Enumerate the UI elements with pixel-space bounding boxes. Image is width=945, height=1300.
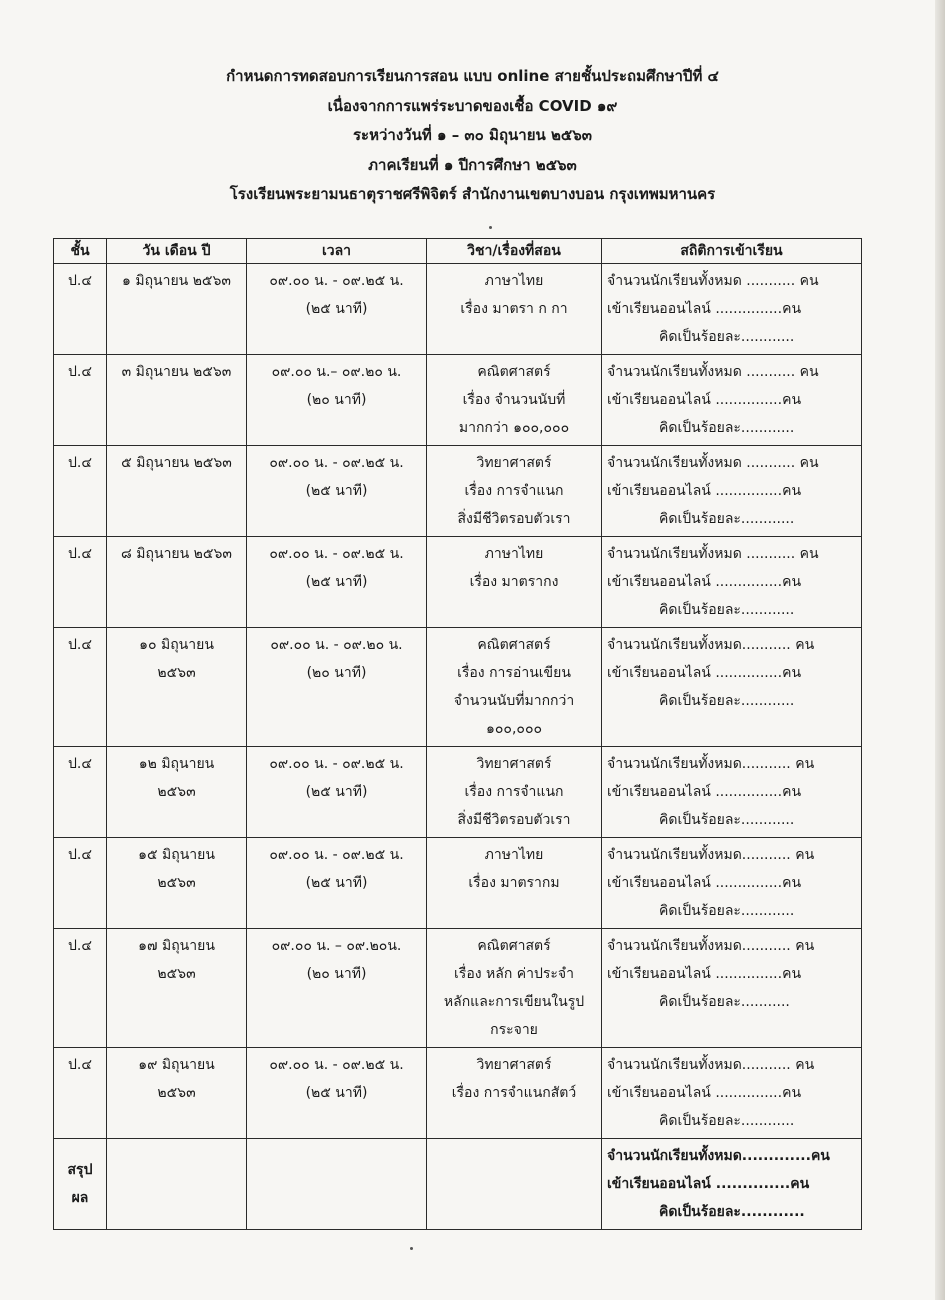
time-line: ๐๙.๐๐ น. - ๐๙.๒๕ น. [269,273,404,289]
stats-line: เข้าเรียนออนไลน์ ...............คน [607,392,802,408]
time-line: (๒๕ นาที) [305,574,368,590]
header-semester: ภาคเรียนที่ ๑ ปีการศึกษา ๒๕๖๓ [368,155,577,174]
stats-cell [602,355,862,446]
time-cell [247,628,427,747]
column-header-subject: วิชา/เรื่องที่สอน [427,239,602,264]
date-line: ๑๐ มิถุนายน [139,637,214,653]
stats-line: จำนวนนักเรียนทั้งหมด........... คน [607,847,815,863]
table-row [54,264,862,355]
column-header-time: เวลา [247,239,427,264]
subject-cell [427,446,602,537]
schedule-body [54,264,862,1230]
stats-line: เข้าเรียนออนไลน์ ...............คน [607,875,802,891]
subject-cell [427,264,602,355]
stats-line: จำนวนนักเรียนทั้งหมด........... คน [607,756,815,772]
table-header-row [54,239,862,264]
subject-line: คณิตศาสตร์ [477,938,551,954]
table-row [54,355,862,446]
stats-line: คิดเป็นร้อยละ............ [659,329,795,345]
subject-line: เรื่อง หลัก ค่าประจำ [454,966,574,982]
stats-line: จำนวนนักเรียนทั้งหมด ........... คน [607,546,819,562]
grade-cell: ป.๔ [54,1048,107,1139]
stats-line: คิดเป็นร้อยละ............ [659,693,795,709]
date-line: ๒๕๖๓ [157,966,196,982]
subject-line: ภาษาไทย [484,847,544,863]
date-line: ๒๕๖๓ [157,1085,196,1101]
subject-cell [427,838,602,929]
subject-line: วิทยาศาสตร์ [476,756,552,772]
subject-line: เรื่อง การจำแนก [464,784,564,800]
time-line: (๒๕ นาที) [305,301,368,317]
grade-cell: ป.๔ [54,929,107,1048]
time-line: (๒๐ นาที) [306,665,367,681]
summary-stats-line: เข้าเรียนออนไลน์ ..............คน [607,1176,810,1192]
time-cell [247,446,427,537]
date-cell [107,537,247,628]
date-cell [107,355,247,446]
stats-line: จำนวนนักเรียนทั้งหมด ........... คน [607,273,819,289]
date-cell [107,628,247,747]
header-school: โรงเรียนพระยามนธาตุราชศรีพิจิตร์ สำนักงานเขตบางบอน กรุงเทพมหานคร [229,185,716,203]
stats-cell [602,838,862,929]
subject-line: มากกว่า ๑๐๐,๐๐๐ [458,420,570,436]
time-line: ๐๙.๐๐ น. - ๐๙.๒๕ น. [269,1057,404,1073]
time-line: ๐๙.๐๐ น. - ๐๙.๒๕ น. [269,546,404,562]
column-header-stats: สถิติการเข้าเรียน [602,239,862,264]
scan-speck [410,1247,413,1250]
subject-line: วิทยาศาสตร์ [476,455,552,471]
subject-line: จำนวนนับที่มากกว่า [453,693,575,709]
grade-cell: ป.๔ [54,628,107,747]
subject-line: ภาษาไทย [484,273,544,289]
time-line: (๒๐ นาที) [306,966,367,982]
scan-speck [489,226,492,229]
subject-line: หลักและการเขียนในรูป [443,994,585,1010]
empty-cell [107,1139,247,1230]
summary-label: สรุป [67,1162,93,1178]
time-line: (๒๕ นาที) [305,1085,368,1101]
subject-line: คณิตศาสตร์ [477,364,551,380]
date-line: ๕ มิถุนายน ๒๕๖๓ [121,455,232,471]
subject-line: สิ่งมีชีวิตรอบตัวเรา [457,511,571,527]
summary-row [54,1139,862,1230]
table-row [54,838,862,929]
date-line: ๘ มิถุนายน ๒๕๖๓ [121,546,232,562]
schedule-table [53,238,862,1230]
grade-cell: ป.๔ [54,747,107,838]
summary-stats-line: จำนวนนักเรียนทั้งหมด.............คน [607,1148,830,1164]
date-line: ๑๗ มิถุนายน [138,938,215,954]
date-cell [107,929,247,1048]
time-cell [247,929,427,1048]
time-line: ๐๙.๐๐ น. - ๐๙.๒๐ น. [270,637,403,653]
stats-line: คิดเป็นร้อยละ............ [659,1113,795,1129]
subject-line: เรื่อง การจำแนกสัตว์ [451,1085,577,1101]
header-reason: เนื่องจากการแพร่ระบาดของเชื้อ COVID ๑๙ [327,96,618,115]
summary-stats-line: คิดเป็นร้อยละ............ [659,1204,805,1220]
subject-line: สิ่งมีชีวิตรอบตัวเรา [457,812,571,828]
date-cell [107,446,247,537]
stats-line: คิดเป็นร้อยละ............ [659,903,795,919]
time-line: (๒๐ นาที) [306,392,367,408]
time-line: ๐๙.๐๐ น. - ๐๙.๒๕ น. [269,847,404,863]
date-line: ๒๕๖๓ [157,784,196,800]
column-header-date: วัน เดือน ปี [107,239,247,264]
subject-line: ๑๐๐,๐๐๐ [485,721,543,737]
time-line: ๐๙.๐๐ น. - ๐๙.๒๕ น. [269,756,404,772]
stats-cell [602,747,862,838]
stats-line: เข้าเรียนออนไลน์ ...............คน [607,665,802,681]
summary-label: ผล [71,1190,89,1206]
time-cell [247,355,427,446]
date-line: ๑๒ มิถุนายน [138,756,215,772]
subject-line: วิทยาศาสตร์ [476,1057,552,1073]
stats-line: คิดเป็นร้อยละ............ [659,602,795,618]
date-line: ๑๙ มิถุนายน [138,1057,215,1073]
time-cell [247,264,427,355]
grade-cell: ป.๔ [54,537,107,628]
stats-cell [602,446,862,537]
document-header [0,62,945,210]
stats-line: เข้าเรียนออนไลน์ ...............คน [607,966,802,982]
table-row [54,747,862,838]
stats-line: จำนวนนักเรียนทั้งหมด........... คน [607,1057,815,1073]
time-line: (๒๕ นาที) [305,483,368,499]
summary-label-cell [54,1139,107,1230]
subject-line: เรื่อง มาตรากม [468,875,560,891]
time-cell [247,1048,427,1139]
table-row [54,446,862,537]
stats-line: เข้าเรียนออนไลน์ ...............คน [607,574,802,590]
time-line: (๒๕ นาที) [305,875,368,891]
stats-cell [602,537,862,628]
date-cell [107,838,247,929]
stats-line: คิดเป็นร้อยละ............ [659,511,795,527]
empty-cell [427,1139,602,1230]
date-line: ๑๕ มิถุนายน [138,847,215,863]
time-line: ๐๙.๐๐ น.– ๐๙.๒๐ น. [271,364,402,380]
stats-line: จำนวนนักเรียนทั้งหมด........... คน [607,637,815,653]
time-line: ๐๙.๐๐ น. – ๐๙.๒๐น. [271,938,402,954]
column-header-grade: ชั้น [54,239,107,264]
date-line: ๒๕๖๓ [157,665,196,681]
date-line: ๑ มิถุนายน ๒๕๖๓ [122,273,231,289]
stats-line: จำนวนนักเรียนทั้งหมด ........... คน [607,455,819,471]
time-line: ๐๙.๐๐ น. - ๐๙.๒๕ น. [269,455,404,471]
date-cell [107,1048,247,1139]
time-cell [247,747,427,838]
date-line: ๒๕๖๓ [157,875,196,891]
time-line: (๒๕ นาที) [305,784,368,800]
grade-cell: ป.๔ [54,355,107,446]
subject-line: เรื่อง จำนวนนับที่ [462,392,566,408]
grade-cell: ป.๔ [54,446,107,537]
grade-cell: ป.๔ [54,838,107,929]
table-row [54,929,862,1048]
subject-line: เรื่อง มาตรา ก กา [460,301,568,317]
subject-cell [427,929,602,1048]
stats-line: คิดเป็นร้อยละ........... [659,994,790,1010]
stats-line: จำนวนนักเรียนทั้งหมด........... คน [607,938,815,954]
date-cell [107,264,247,355]
time-cell [247,838,427,929]
subject-line: เรื่อง การอ่านเขียน [457,665,571,681]
stats-cell [602,264,862,355]
subject-cell [427,1048,602,1139]
subject-line: กระจาย [490,1022,538,1038]
stats-cell [602,929,862,1048]
grade-cell: ป.๔ [54,264,107,355]
header-period: ระหว่างวันที่ ๑ – ๓๐ มิถุนายน ๒๕๖๓ [353,126,592,144]
table-row [54,1048,862,1139]
stats-line: จำนวนนักเรียนทั้งหมด ........... คน [607,364,819,380]
stats-line: เข้าเรียนออนไลน์ ...............คน [607,1085,802,1101]
table-row [54,628,862,747]
subject-cell [427,537,602,628]
subject-line: ภาษาไทย [484,546,544,562]
subject-line: เรื่อง การจำแนก [464,483,564,499]
stats-cell [602,628,862,747]
stats-line: เข้าเรียนออนไลน์ ...............คน [607,483,802,499]
subject-cell [427,628,602,747]
subject-line: เรื่อง มาตรากง [469,574,559,590]
stats-cell [602,1048,862,1139]
time-cell [247,537,427,628]
date-line: ๓ มิถุนายน ๒๕๖๓ [121,364,232,380]
header-title: กำหนดการทดสอบการเรียนการสอน แบบ online สายชั้นประถมศึกษาปีที่ ๔ [226,67,719,85]
date-cell [107,747,247,838]
subject-cell [427,355,602,446]
subject-cell [427,747,602,838]
empty-cell [247,1139,427,1230]
stats-line: คิดเป็นร้อยละ............ [659,420,795,436]
stats-line: เข้าเรียนออนไลน์ ...............คน [607,784,802,800]
stats-line: คิดเป็นร้อยละ............ [659,812,795,828]
table-row [54,537,862,628]
summary-stats-cell [602,1139,862,1230]
stats-line: เข้าเรียนออนไลน์ ...............คน [607,301,802,317]
subject-line: คณิตศาสตร์ [477,637,551,653]
